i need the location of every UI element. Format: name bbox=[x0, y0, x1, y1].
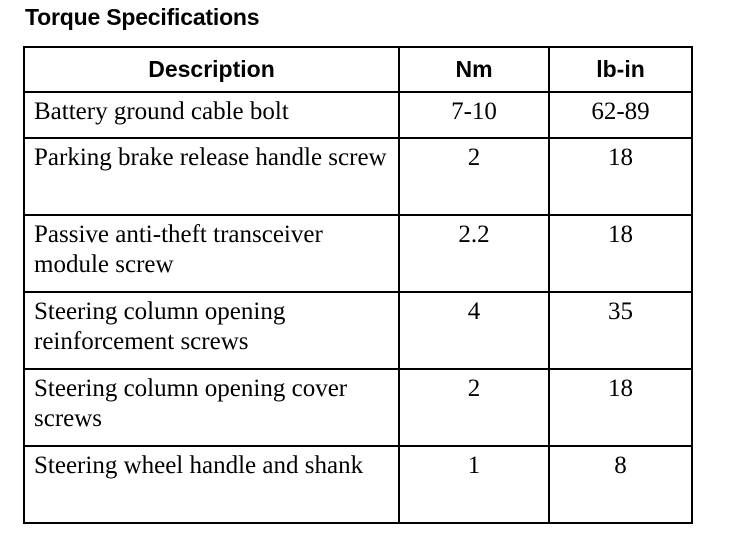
table-row bbox=[24, 446, 692, 523]
table-row bbox=[24, 215, 692, 292]
column-header-description: Description bbox=[24, 47, 399, 92]
lb-in-cell: 8 bbox=[549, 446, 692, 523]
nm-cell: 2 bbox=[399, 369, 549, 446]
lb-in-cell: 18 bbox=[549, 215, 692, 292]
nm-cell: 4 bbox=[399, 292, 549, 369]
description-cell: Steering column opening cover screws bbox=[24, 369, 399, 446]
nm-cell: 2 bbox=[399, 138, 549, 215]
table-row bbox=[24, 92, 692, 138]
torque-specifications-table bbox=[23, 46, 693, 524]
nm-cell: 1 bbox=[399, 446, 549, 523]
lb-in-cell: 35 bbox=[549, 292, 692, 369]
description-cell: Steering wheel handle and shank bbox=[24, 446, 399, 523]
column-header-nm: Nm bbox=[399, 47, 549, 92]
lb-in-cell: 18 bbox=[549, 369, 692, 446]
description-cell: Steering column opening reinforcement screws bbox=[24, 292, 399, 369]
table-row bbox=[24, 292, 692, 369]
table-row bbox=[24, 138, 692, 215]
nm-cell: 2.2 bbox=[399, 215, 549, 292]
table-header-row bbox=[24, 47, 692, 92]
nm-cell: 7-10 bbox=[399, 92, 549, 138]
page-title: Torque Specifications bbox=[25, 4, 260, 30]
description-cell: Parking brake release handle screw bbox=[24, 138, 399, 215]
lb-in-cell: 62-89 bbox=[549, 92, 692, 138]
description-cell: Battery ground cable bolt bbox=[24, 92, 399, 138]
table-row bbox=[24, 369, 692, 446]
column-header-lb-in: lb-in bbox=[549, 47, 692, 92]
description-cell: Passive anti-theft transceiver module screw bbox=[24, 215, 399, 292]
lb-in-cell: 18 bbox=[549, 138, 692, 215]
